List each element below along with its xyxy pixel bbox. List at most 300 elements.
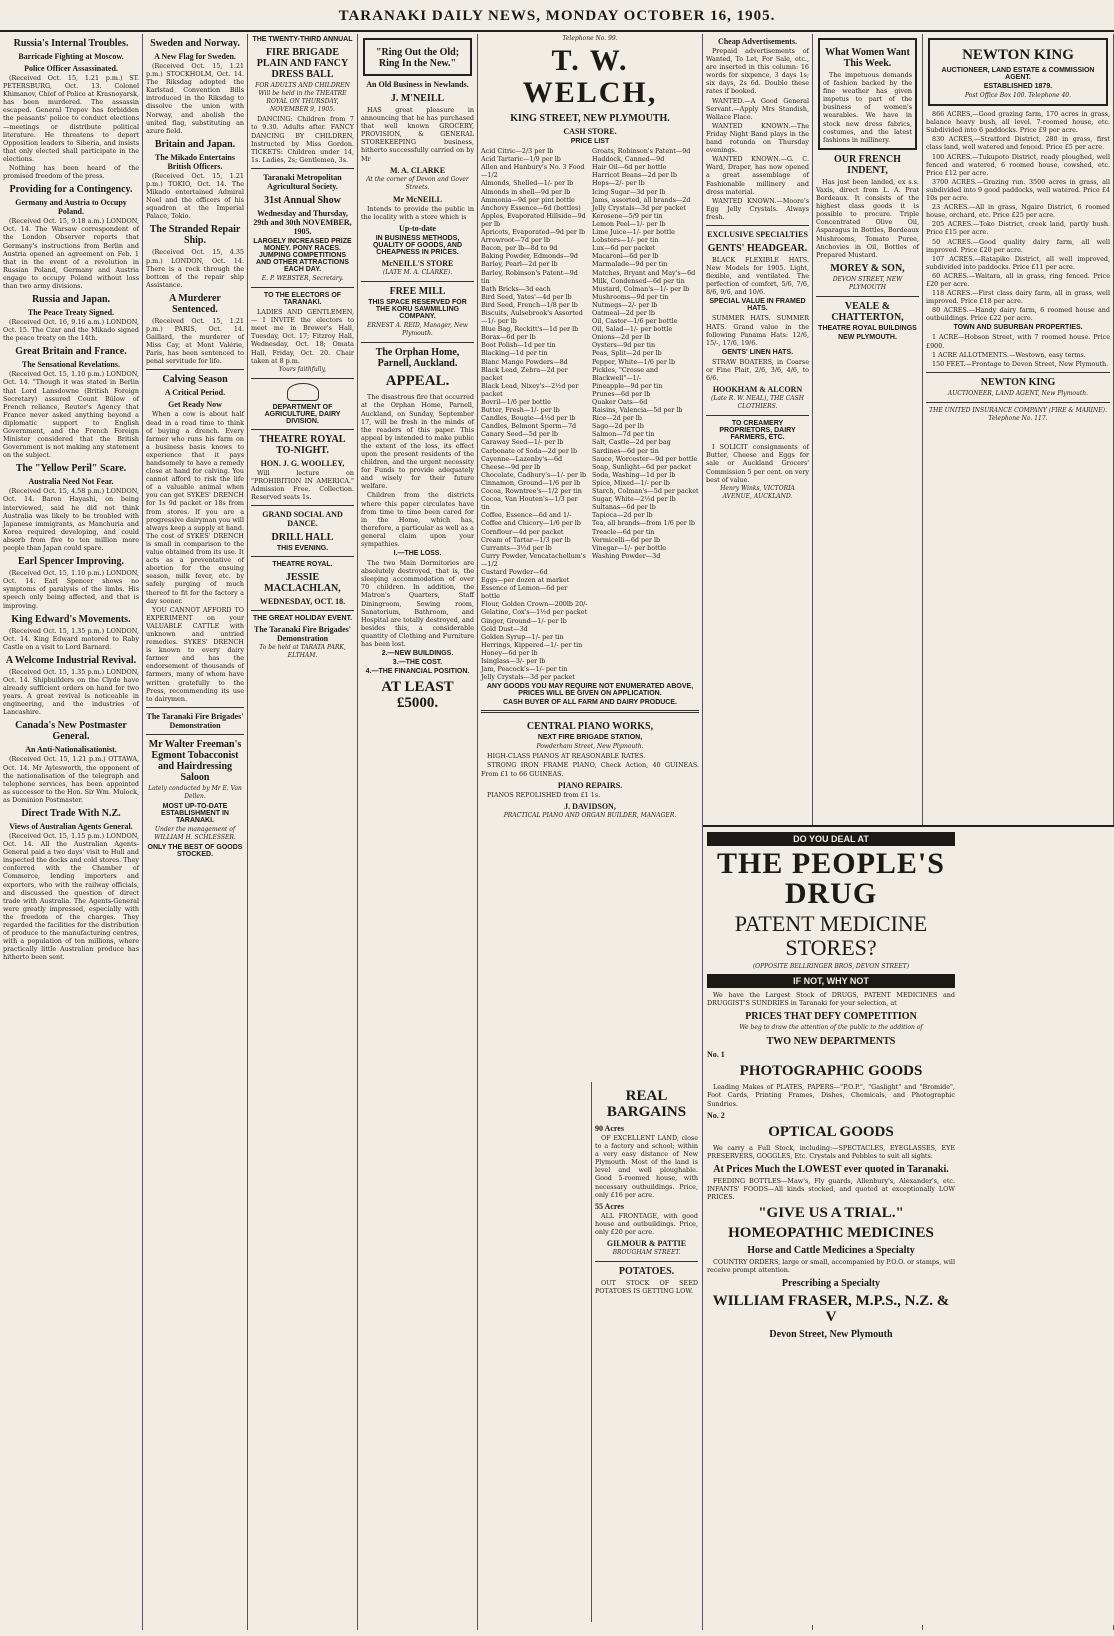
ad-text: We beg to draw the attention of the public to the addition of — [739, 1024, 923, 1032]
ad-text: THIS SPACE RESERVED FOR THE KORU SAWMILLING COMPANY. — [368, 299, 467, 321]
price-list-item: Flour, Golden Crown—200lb 20/- — [481, 600, 588, 609]
ad-text: The impetuous demands of fashion backed by the fine weather has given impetus to part of the business of women's wearables. We have in stock new dress fabrics, costumes, and the latest fashions in millinery. — [823, 71, 912, 144]
ad-text: Under the management of WILLIAM H. SCHLESSER. — [154, 826, 236, 842]
headline: The Stranded Repair Ship. — [149, 224, 241, 247]
price-list-item: Curry Powder, Vencatachellum's—1/2 — [481, 551, 586, 568]
price-list-item: Jelly Crystals—3d per packet — [592, 203, 686, 212]
price-list-item: Hair Oil—6d per bottle — [592, 163, 667, 172]
price-list-item: Sago—2d per lb — [592, 422, 644, 431]
property-listing: 866 ACRES,—Good grazing farm, 170 acres in grass, balance heavy bush, all level. 7-roomed house, etc. Subdivided into 6 paddocks. Price £9 per acre. — [926, 110, 1110, 135]
ad-text: ANY GOODS YOU MAY REQUIRE NOT ENUMERATED ABOVE, PRICES WILL BE GIVEN ON APPLICATION. — [486, 683, 694, 698]
price-list-item: Sugar, White—2½d per lb — [592, 495, 676, 504]
ad-headline: Cheap Advertisements. — [717, 37, 798, 46]
ad-text: GENTS' LINEN HATS. — [721, 348, 794, 356]
price-list-item: Jam, Peacock's—1/- per tin — [481, 665, 568, 674]
article-text: (Received Oct. 15, 1.35 p.m.) LONDON, Oct. 14. King Edward motored to Raby Castle on a visit to Lord Barnard. — [3, 626, 139, 651]
subheadline: The Mikado Entertains British Officers. — [154, 152, 235, 171]
article-text: (Received Oct. 15, 1.21 p.m.) ST. PETERSBURG, Oct. 13. Colonel Khimanov, Chief of Police at Krasnoyarsk, has been murdered. The assassin escaped. General Trepov has forbidden the peasants' police to conduct elections—meetings or distribute political literature. He threatens to deport Opposition leaders to Siberia, and insists that only elected shall participate in the elections. — [3, 74, 139, 163]
price-list-item: Acid Tartaric—1/9 per lb — [481, 155, 561, 164]
headline: Great Britain and France. — [15, 346, 127, 358]
price-list-item: Raisins, Valencia—5d per lb — [592, 406, 683, 415]
price-list-item: Mustard, Colman's—1/- per lb — [592, 284, 690, 293]
price-list-item: Sauce, Worcester—9d per bottle — [592, 454, 698, 463]
price-list-item: Starch, Colman's—5d per packet — [592, 487, 699, 496]
peoples-drug-ad — [703, 825, 1114, 1625]
price-list-item: Blue Bag, Reckitt's—1d per lb — [481, 325, 579, 334]
price-list-item: Quaker Oats—6d — [592, 398, 648, 406]
price-list-item: Gold Dust—3d — [481, 624, 528, 633]
classified: WANTED KNOWN.—The Friday Night Band plays in the band rotunda on Thursday evenings. — [706, 121, 809, 155]
price-list-item: Coffee and Chicory—1/6 per lb — [481, 519, 581, 528]
telephone: Telephone No. 99. — [562, 35, 618, 42]
ad-headline: PIANO REPAIRS. — [557, 780, 623, 790]
article-text: (Received Oct. 15, 1.10 p.m.) LONDON, Oct. 14. "Though it was stated in Berlin that Lord Lansdowne (British Foreign Secretary) assured Count Bülow of French reliance, Reuter's Agency that France never asked anything beyond a diplomatic support to English Government, and the French Foreign Minister considered that the British Government is not making any statement on the subject. — [3, 370, 139, 460]
article-text: (Received Oct. 15, 1.10 p.m.) LONDON, Oct. 14. Earl Spencer shows no symptoms of paralysis of the limbs. His speech only being affected, and that is improving. — [3, 569, 139, 610]
price-list-item: Cocoa, Rowntree's—1/2 per tin — [481, 487, 582, 496]
property-listing: 100 ACRES.—Tukupoto District, ready ploughed, well fenced and watered, 6 roomed house, cowshed, etc. Price £12 per acre. — [926, 152, 1110, 177]
price-list-item: Boot Polish—1d per tin — [481, 341, 556, 350]
property-listing: 150 FEET.—Frontage to Devon Street, New Plymouth. — [932, 359, 1109, 368]
ad-text: PIANOS REPOLISHED from £1 1s. — [487, 790, 601, 799]
ad-headline: No. 2 — [707, 1110, 725, 1120]
article-text: (Received Oct. 15, 1.21 p.m.) STOCKHOLM, Oct. 14. The Riksdag adopted the Karlstad Convention Bills introduced in the Riksdag to dissolve the union with Norway, and abolish the united flag, substituting an azure field. — [146, 62, 244, 135]
ad-headline: DO YOU DEAL AT — [707, 832, 955, 846]
price-list-item: Macaroni—6d per lb — [592, 252, 659, 261]
ad-headline: Prescribing a Specialty — [781, 1278, 881, 1290]
price-list-item: Chocolate, Cadbury's—1/- per lb — [481, 470, 587, 479]
price-list-right — [592, 147, 699, 681]
ad-text: HIGH-CLASS PIANOS AT REASONABLE RATES. — [487, 752, 646, 761]
price-list-item: Icing Sugar—3d per lb — [592, 187, 666, 196]
price-list-item: Sardines—6d per tin — [592, 446, 659, 455]
price-list-item: Peas, Split—2d per lb — [592, 349, 662, 358]
ad-headline: THE PEOPLE'S DRUG — [717, 847, 945, 910]
ad-headline: DEPARTMENT OF AGRICULTURE, DAIRY DIVISION. — [264, 403, 341, 425]
price-list-item: Anchovy Essence—6d (bottles) — [481, 203, 581, 212]
ad-headline: THEATRE ROYAL TO-NIGHT. — [259, 433, 346, 456]
ad-text: Will lecture on "PROHIBITION IN AMERICA." Admission Free. Collection. Reserved seats 1s. — [251, 468, 354, 502]
ad-headline: NEWTON KING — [980, 376, 1056, 388]
classified: WANTED KNOWN.—G. C. Ward, Draper, has now opened a great assemblage of Fashionable millinery and dress material. — [706, 155, 809, 196]
article-text: (Received Oct. 15, 1.21 p.m.) OTTAWA, Oct. 14. Mr Aylesworth, the opponent of the nationalisation of the telegraph and telephone services, has been appointed as successor to the Hon. Sir Wm. Mulock, as Dominion Postmaster. — [3, 755, 139, 804]
article-text: (Received Oct. 15, 1.35 p.m.) LONDON, Oct. 14. Shipbuilders on the Clyde have already sufficient orders on hand for two years. A great revival is noticeable in engineering, and the industries of Lancashire. — [3, 667, 139, 717]
ad-text: At the corner of Devon and Gover Streets. — [366, 175, 469, 191]
newton-king-box — [928, 38, 1108, 106]
ad-headline: HOOKHAM & ALCORN — [712, 385, 803, 395]
ad-text: THIS EVENING. — [276, 545, 329, 553]
ad-text: FEEDING BOTTLES—Maw's, Fly guards, Allenbury's, Alexander's, etc. INFANTS' FOODS—All kinds stocked, and quoted at exceptionally LOW PRICES. — [707, 1176, 955, 1202]
price-list-item: Currants—3½d per lb — [481, 543, 552, 552]
signature: Henry Winks, VICTORIA AVENUE, AUCKLAND. — [720, 484, 795, 500]
price-list-item: Oysters—9d per tin — [592, 341, 656, 350]
subheadline: An Anti-Nationalisationist. — [25, 745, 117, 755]
price-list-item: Cocoa, Van Houten's—1/3 per tin — [481, 495, 578, 512]
subheadline: Views of Australian Agents General. — [9, 822, 133, 831]
subheadline: Australia Need Not Fear. — [28, 477, 114, 487]
price-list-item: Oil, Castor—1/6 per bottle — [592, 317, 678, 326]
price-list-item: Essence of Lemon—6d per bottle — [481, 584, 568, 601]
ad-headline: DRILL HALL — [271, 532, 334, 544]
price-list-item: Pickles, "Crosse and Blackwell"—1/- — [592, 365, 659, 382]
signature: Yours faithfully, — [278, 365, 327, 373]
ad-headline: WEDNESDAY, OCT. 18. — [259, 597, 346, 607]
ad-headline: The Taranaki Fire Brigades' Demonstration — [254, 625, 351, 644]
ad-text: Children from the districts where this paper circulates have from time to time been cared for in the Home, which has, therefore, a particular as well as a general claim upon your sympathies. — [361, 491, 474, 548]
section-heading: 2.—NEW BUILDINGS. — [381, 650, 454, 658]
price-list-item: Candles, Bougie—4½d per lb — [481, 414, 576, 423]
price-list-item: Tea, all brands—from 1/6 per lb — [592, 519, 695, 528]
ad-text: The two Main Dormitories are absolutely destroyed, that is, the sleeping accommodation of over 70 children. In addition, the Matron's Quarters, Staff Diningroom, Sewing room, Sanatorium, Bathroom, and Hospital are totally destroyed, and besides this, a considerable quantity of Clothing and Furniture has been lost. — [361, 559, 474, 649]
price-list-item: Oatmeal—2d per lb — [592, 308, 655, 317]
article-text: (Received Oct. 15, 1.21 p.m.) TOKIO, Oct. 14. The Mikado entertained Admiral Noel and the officers of his squadron at the Imperial Palace, Tokio. — [146, 171, 244, 221]
price-list-item: Almonds in shell—9d per lb — [481, 187, 571, 196]
price-list-item: Vermicelli—6d per lb — [592, 535, 661, 544]
price-list-item: Bird Seed, French—1/8 per lb — [481, 300, 578, 309]
price-list-item: Blanc Mange Powders—8d — [481, 357, 568, 366]
ad-headline: APPEAL. — [385, 373, 450, 390]
ad-headline: Devon Street, New Plymouth — [769, 1329, 893, 1341]
property-listing: 60 ACRES.—Waitara, all in grass, ring fenced. Price £20 per acre. — [926, 271, 1110, 288]
price-list-item: Baking Powder, Edmonds—9d — [481, 252, 579, 261]
headline: Providing for a Contingency. — [9, 184, 133, 196]
property-listing: 107 ACRES.—Ratapiko District, all well improved, subdivided into paddocks. Price £11 per acre. — [926, 254, 1110, 271]
ad-headline: No. 1 — [707, 1050, 725, 1060]
price-list-item: Rice—2d per lb — [592, 414, 642, 423]
subheadline: Germany and Austria to Occupy Poland. — [15, 198, 127, 217]
price-list-item: Onions—2d per lb — [592, 333, 651, 342]
ad-text: Lately conducted by Mr E. Van Dellen. — [148, 784, 242, 800]
property-listing: 118 ACRES.—First class dairy farm, all in grass, well improved. Price £18 per acre. — [926, 289, 1110, 306]
ad-headline: PHOTOGRAPHIC GOODS — [739, 1063, 923, 1080]
price-list-item: Haddock, Canned—9d — [592, 155, 665, 164]
ad-headline: EXCLUSIVE SPECIALTIES — [707, 229, 808, 239]
price-list-item: Salt, Castle—2d per bag — [592, 438, 671, 447]
price-list-item: Cream of Tartar—1/3 per lb — [481, 535, 571, 544]
ad-headline: 31st Annual Show — [264, 194, 341, 206]
price-list-item: Mushrooms—9d per tin — [592, 292, 669, 301]
ad-headline: T. W. WELCH, — [522, 44, 658, 110]
ad-subheadline: Get Ready Now — [168, 400, 222, 410]
ad-text: MOST UP-TO-DATE ESTABLISHMENT IN TARANAKI. — [161, 803, 229, 824]
ad-text: DEVON STREET, NEW PLYMOUTH — [832, 275, 903, 291]
ad-headline: PRICES THAT DEFY COMPETITION — [745, 1011, 917, 1023]
subheadline: A New Flag for Sweden. — [154, 52, 236, 61]
price-list-item: Spice, Mixed—1/- per lb — [592, 478, 670, 487]
price-list-item: Prunes—6d per lb — [592, 389, 651, 398]
property-listing: 1 ACRE—Hobson Street, with 7 roomed house. Price £900. — [926, 333, 1110, 350]
classified: WANTED KNOWN.—Moore's Egg Jelly Crystals. Always fresh. — [706, 196, 809, 221]
price-list-item: Jelly Crystals—3d per packet — [481, 673, 575, 682]
price-list-item: Lime Juice—1/- per bottle — [592, 228, 675, 237]
ad-headline: IF NOT, WHY NOT — [707, 974, 955, 988]
price-list-item: Lux—6d per packet — [592, 244, 656, 253]
ad-text: SUMMER HATS. SUMMER HATS. Grand value in the following Panama Hats: 12/6, 15/-, 17/6, 19/6. — [706, 314, 809, 347]
ad-text: AUCTIONEER, LAND AGENT, New Plymouth. — [947, 389, 1089, 397]
price-list-item: Borax—6d per lb — [481, 333, 536, 342]
price-list-item: Tapioca—2d per lb — [592, 511, 653, 520]
ad-text: LARGELY INCREASED PRIZE MONEY. PONY RACES. JUMPING COMPETITIONS AND OTHER ATTRACTIONS EACH DAY. — [253, 237, 352, 273]
price-list-item: Barley, Pearl—2d per lb — [481, 260, 558, 269]
ad-headline: MOREY & SON, — [830, 262, 905, 274]
ad-text: ONLY THE BEST OF GOODS STOCKED. — [147, 844, 243, 859]
ad-text: Intends to provide the public in the locality with a store which is — [361, 204, 474, 221]
ad-headline: J. DAVIDSON, — [564, 801, 616, 811]
property-listing: 205 ACRES.—Toko District, creek land, partly bush. Price £15 per acre. — [926, 220, 1110, 237]
ad-text: Has just been landed, ex s.s. Vaxis, direct from L. A. Prat Bordeaux. It consists of the highest class goods it is possible to procure. Triple Concentrated Olive Oil, Asparagus in Bottles, Bordeaux Mushrooms, Tomato Puree, Anchovies in Oil, Bottles of Prepared Mustard. — [816, 177, 919, 259]
headline: Russia and Japan. — [31, 294, 111, 306]
ad-headline: GENTS' HEADGEAR. — [707, 242, 808, 254]
ad-headline: The Orphan Home, Parnell, Auckland. — [375, 347, 460, 370]
ad-headline: JESSIE MACLACHLAN, — [264, 572, 341, 595]
price-list-item: Washing Powder—3d — [592, 551, 661, 560]
headline: King Edward's Movements. — [11, 613, 131, 625]
article-text: (Received Oct. 15, 1.15 p.m.) LONDON, Oct. 14. All the Australian Agents-General paid a two days' visit to Hull and inspected the docks and cold stores. They conferred with the Chamber of Commerce, lending importers and exporters, who with the railway officials, and discussed the question of direct trade with Australia. The Agents-General were greatly impressed, especially with the freedom of the charges. They regarded the facilities for the distribution of produce to the manufacturing centres, with a population of ten millions, where practically little Australian produce has hitherto been sent. — [3, 832, 139, 962]
ad-text: SPECIAL VALUE IN FRAMED HATS. — [709, 298, 806, 313]
price-list-item: Bovril—1/6 per bottle — [481, 398, 551, 406]
price-list-item: Salmon—7d per tin — [592, 430, 655, 439]
price-list-item: Nutmegs—2/- per lb — [592, 300, 658, 309]
ad-headline: THEATRE ROYAL. — [272, 561, 333, 569]
ad-headline: The Taranaki Fire Brigades' Demonstration — [146, 711, 244, 730]
article-text: (Received Oct. 15, 4.35 p.m.) LONDON, Oct. 14. There is a rock through the bottom of the repair ship Assistance. — [146, 248, 244, 289]
ad-text: DANCING: Children from 7 to 9.30. Adults after. FANCY DANCING BY CHILDREN, Instructed by Miss Gordon. TICKETS: Children under 14, 1s. Ladies, 2s; Gentlemen, 3s. — [251, 115, 354, 164]
ad-headline: AT LEAST £5000. — [381, 679, 454, 712]
ad-text: COUNTRY ORDERS, large or small, accompanied by P.O.O. or stamps, will receive prompt attention. — [707, 1258, 955, 1275]
price-list-item: Apricots, Evaporated—9d per lb — [481, 228, 586, 237]
price-list-item: Caraway Seed—1/- per lb — [481, 438, 564, 447]
subheadline: The Sensational Revelations. — [21, 360, 120, 370]
property-listing: 830 ACRES,—Stratford District, 280 in grass, first class land, well watered and fenced. Price £5 per acre. — [926, 135, 1110, 152]
price-list-item: Cheese—9d per lb — [481, 462, 541, 471]
signature: ERNEST A. REID, Manager, New Plymouth. — [367, 322, 468, 338]
ad-text: Post Office Box 100. Telephone 40. — [964, 92, 1072, 99]
price-list-item: Honey—6d per lb — [481, 648, 538, 657]
ad-headline: HON. J. G. WOOLLEY, — [260, 458, 345, 468]
ad-headline: FIRE BRIGADE PLAIN AND FANCY DRESS BALL — [256, 47, 349, 80]
price-list-item: Lobsters—1/- per tin — [592, 236, 659, 245]
ad-headline: At Prices Much the LOWEST ever quoted in Taranaki. — [713, 1163, 949, 1175]
price-list-item: Herrings, Kippered—1/- per tin — [481, 640, 583, 649]
price-list-item: Bird Seed, Yates'—4d per lb — [481, 292, 572, 301]
price-list-item: Isinglass—3/- per lb — [481, 657, 546, 665]
ad-headline: Calving Season — [162, 374, 228, 386]
price-list-item: Cinnamon, Ground—1/6 per lb — [481, 478, 581, 487]
ad-text: THE TWENTY-THIRD ANNUAL — [252, 36, 353, 43]
ad-headline: Mr McNEILL — [393, 194, 442, 204]
article-text: (Received Oct. 15, 9.18 a.m.) LONDON, Oct. 14. The Warsaw correspondent of the London Observer reports that Germany's instructions from Berlin and Austria opened an agreement on Feb. 1 that in the event of a revolution in Russian Poland, Germany and Austria engage to occupy Poland without loss than two army divisions. — [3, 217, 139, 290]
price-list-item: Treacle—6d per tin — [592, 527, 655, 536]
price-list-item: Marmalade—9d per tin — [592, 260, 668, 269]
price-list-item: Ginger, Ground—1/- per lb — [481, 616, 567, 625]
ad-text: I SOLICIT consignments of Butter, Cheese and Eggs for sale or Auckland Grocers' Commission 5 per cent. on very best of value. — [706, 443, 809, 484]
price-list-item: Pepper, White—1/6 per lb — [592, 357, 676, 366]
column-news-1 — [0, 34, 143, 1630]
ad-headline: NEWTON KING — [962, 47, 1074, 63]
ad-text: (OPPOSITE BELLRINGER BROS, DEVON STREET) — [752, 963, 910, 970]
headline: Earl Spencer Improving. — [17, 556, 125, 568]
ad-text: (LATE M. A. CLARKE). — [382, 269, 453, 277]
price-list-item: Custard Powder—6d — [481, 567, 548, 576]
ad-text: NEXT FIRE BRIGADE STATION, — [537, 734, 643, 742]
ad-headline: 90 Acres — [595, 1124, 624, 1133]
ad-headline: TWO NEW DEPARTMENTS — [766, 1036, 896, 1048]
price-list-item: Allen and Hanbury's No. 3 Food—1/2 — [481, 163, 585, 180]
ad-headline: 55 Acres — [595, 1201, 624, 1211]
ad-text: STRAW BOATERS, in Coarse or Fine Plait, 2/6, 3/6, 4/6, to 6/6. — [706, 357, 809, 382]
price-list-item: Carbonate of Soda—2d per lb — [481, 446, 578, 455]
ad-text: (Late R. W. NEAL), THE CASH CLOTHIERS. — [711, 395, 804, 411]
ad-headline: OPTICAL GOODS — [768, 1123, 894, 1140]
property-listing: 23 ACRES.—All in grass, Ngaire District, 6 roomed house, orchard, etc. Price £25 per acre. — [926, 203, 1110, 220]
classified: WANTED.—A Good General Servant.—Apply Mrs Standish, Wallace Place. — [706, 96, 809, 121]
ad-text: PRACTICAL PIANO AND ORGAN BUILDER, MANAGER. — [503, 811, 677, 819]
ad-text: LADIES AND GENTLEMEN,— I INVITE the electors to meet me in Brewer's Hall, Tuesday, Oct. 17; Fitzroy Hall, Wednesday, Oct. 18; Omata Hall, Friday, Oct. 20. Chair taken at 8 p.m. — [251, 308, 354, 365]
column-ads-3 — [248, 34, 358, 1630]
subheadline: The Peace Treaty Signed. — [27, 308, 115, 318]
price-list-item: Canary Seed—5d per lb — [481, 430, 559, 439]
price-list-item: Ammonia—9d per pint bottle — [481, 195, 575, 204]
price-list-item: Lemon Peel—1/- per lb — [592, 219, 666, 228]
price-list-item: Oil, Salad—1/- per bottle — [592, 325, 673, 334]
ad-headline: "GIVE US A TRIAL." — [758, 1205, 904, 1222]
real-bargains-ad — [591, 1082, 701, 1622]
price-list-item: Soda, Washing—1d per lb — [592, 470, 676, 479]
ad-text: Prepaid advertisements of Wanted, To Let, For Sale, etc., are inserted in this column: 16 words for sixpence, 3 days 1s; six days, 2s 6d. Double these rates if booked. — [706, 47, 809, 96]
price-list-item: Sultanas—6d per lb — [592, 503, 656, 512]
property-listing: 50 ACRES.—Good quality dairy farm, all well improved. Price £20 per acre. — [926, 237, 1110, 254]
ad-headline: "Ring Out the Old; Ring In the New." — [375, 47, 460, 69]
price-list-item: Jams, assorted, all brands—2d — [592, 195, 691, 204]
coat-of-arms-icon — [287, 383, 319, 401]
ad-text: YOU CANNOT AFFORD TO EXPERIMENT on your VALUABLE CATTLE with unknown and untried remedies. SYKES' DRENCH is known to every dairy farmer and has the endorsement of thousands of farmers, many of whom have written gratefully to the Press, recommending its use to dairymen. — [146, 605, 244, 703]
ad-text: Powderham Street, New Plymouth. — [536, 743, 644, 751]
ad-headline: CENTRAL PIANO WORKS, — [526, 721, 654, 733]
price-list-item: Barley, Robinson's Patent—9d tin — [481, 268, 578, 285]
property-listing: 1 ACRE ALLOTMENTS.—Westown, easy terms. — [932, 350, 1086, 359]
ad-headline: GILMOUR & PATTIE — [606, 1239, 687, 1249]
ad-text: CASH BUYER OF ALL FARM AND DAIRY PRODUCE. — [503, 699, 677, 707]
section-heading: 3.—THE COST. — [392, 659, 443, 667]
price-list-item: Cayenne—Lazenby's—6d — [481, 454, 563, 463]
price-list-item: Hops—2/- per lb — [592, 179, 645, 188]
ad-text: We have the Largest Stock of DRUGS, PATENT MEDICINES and DRUGGIST'S SUNDRIES in Taranaki for your selection, at — [707, 991, 955, 1008]
price-list-item: Groats, Robinson's Patent—9d — [592, 147, 691, 156]
article-text: Nothing has been heard of the promised freedom of the press. — [3, 164, 139, 181]
price-list-item: Candles, Belmont Sperm—7d — [481, 422, 577, 431]
price-list-item: Butter, Fresh—1/- per lb — [481, 406, 560, 415]
headline: Russia's Internal Troubles. — [13, 38, 129, 49]
column-news-2 — [143, 34, 248, 1630]
headline: A Murderer Sentenced. — [169, 292, 221, 315]
ad-headline: POTATOES. — [618, 1266, 675, 1278]
what-women-want-box — [818, 38, 917, 150]
price-list-item: Black Lead, Nixey's—2½d per packet — [481, 381, 579, 398]
ad-headline: Taranaki Metropolitan Agricultural Society. — [263, 172, 342, 191]
ad-headline: REAL BARGAINS — [606, 1088, 687, 1120]
ad-headline: McNEILL'S STORE — [381, 259, 454, 269]
ad-text: IN BUSINESS METHODS, QUALITY OF GOODS, AND CHEAPNESS IN PRICES. — [372, 235, 463, 257]
subheadline: Barricade Fighting at Moscow. — [18, 52, 124, 61]
headline: Direct Trade With N.Z. — [21, 808, 121, 819]
ring-out-box — [363, 38, 472, 76]
ad-headline: PRICE LIST — [570, 138, 610, 146]
ad-headline: PATENT MEDICINE STORES? — [734, 911, 928, 960]
ad-headline: VEALE & CHATTERTON, — [831, 300, 904, 323]
ad-text: NEW PLYMOUTH. — [838, 333, 897, 341]
ad-headline: Horse and Cattle Medicines a Specialty — [747, 1245, 915, 1257]
column-ads-4 — [358, 34, 478, 1630]
price-list-item: Soap, Sunlight—6d per packet — [592, 462, 691, 471]
price-list-item: Almonds, Shelled—1/- per lb — [481, 179, 574, 188]
price-list-item: Milk, Condensed—6d per tin — [592, 276, 685, 285]
property-listing: 3700 ACRES.—Grazing run. 3500 acres in grass, all subdivided into 9 good paddocks, well watered. Price £4 10s per acre. — [926, 177, 1110, 203]
ad-text: THEATRE ROYAL BUILDINGS — [818, 324, 917, 332]
price-list-item: Kerosene—5/9 per tin — [592, 211, 663, 220]
ad-text: THE UNITED INSURANCE COMPANY (FIRE & MARINE). Telephone No. 117. — [929, 406, 1107, 422]
ad-text: The disastrous fire that occurred at the Orphan Home, Parnell, Auckland, on Sunday, September 17, will be fresh in the minds of the readers of this paper. This appeal by intended to make public the extent of the loss, its effect upon the present residents of the children, and the urgent necessity for Funds to provide adequately and wisely for their future welfare. — [361, 393, 474, 491]
ad-headline: THE GREAT HOLIDAY EVENT. — [252, 615, 353, 623]
ad-text: BLACK FLEXIBLE HATS. New Models for 1905. Light, flexible, and ventilated. The perfection of comfort, 5/6, 7/6, 8/6, 9/6, and 10/6. — [706, 255, 809, 297]
ad-headline: Mr Walter Freeman's Egmont Tobacconist and Hairdressing Saloon — [148, 738, 242, 783]
ad-headline: What Women Want This Week. — [825, 47, 910, 69]
ad-headline: OUR FRENCH INDENT, — [834, 153, 901, 176]
ad-headline: Up-to-date — [399, 224, 436, 234]
ad-text: ALL FRONTAGE, with good house and outbuildings. Price, only £20 per acre. — [595, 1211, 698, 1236]
ad-headline: TO CREAMERY PROPRIETORS, DAIRY FARMERS, ETC. — [719, 420, 796, 442]
article-text: (Received Oct. 16, 9.16 a.m.) LONDON, Oct. 15. The Czar and the Mikado signed the peace treaty on the 14th. — [3, 318, 139, 343]
ad-text: To be held at TARATA PARK, ELTHAM. — [259, 644, 346, 660]
headline: Britain and Japan. — [154, 138, 236, 150]
price-list-item: Apples, Evaporated Hillside—9d per lb — [481, 211, 586, 228]
ad-text: OF EXCELLENT LAND, close to a factory and school; within a very easy distance of New Plymouth. Most of the land is level and well ploughable. Good 5-roomed house, with necessary outbuildings. Price, only £16 per acre. — [595, 1134, 698, 1199]
price-list-item: Biscuits, Aulsebrook's Assorted—1/- per lb — [481, 308, 583, 326]
ad-headline: HOMEOPATHIC MEDICINES — [728, 1225, 934, 1242]
price-list-item: Black Lead, Zebra—2d per packet — [481, 365, 568, 382]
ad-headline: J. M'NEILL — [390, 93, 445, 104]
headline: The "Yellow Peril" Scare. — [15, 463, 127, 475]
ad-headline: TO THE ELECTORS OF TARANAKI. — [263, 292, 342, 307]
price-list-item: Blacking—1d per tin — [481, 349, 548, 358]
article-text: (Received Oct. 15, 1.21 p.m.) PARIS, Oct. 14. Gaillard, the murderer of Miss Cay, at Mont Valérie, Paris, has been sentenced to penal servitude for life. — [146, 316, 244, 366]
ad-text: BROUGHAM STREET. — [612, 1249, 681, 1257]
section-heading: I.—THE LOSS. — [393, 550, 442, 558]
section-heading: TOWN AND SUBURBAN PROPERTIES. — [953, 324, 1083, 332]
signature: E. P. WEBSTER, Secretary. — [261, 274, 344, 282]
ad-text: AUCTIONEER, LAND ESTATE & COMMISSION AGENT. — [941, 67, 1095, 81]
headline: Sweden and Norway. — [150, 38, 240, 49]
price-list-item: Bath Bricks—3d each — [481, 284, 551, 293]
ad-headline: An Old Business in Newlands. — [366, 80, 469, 89]
subheadline: Police Officer Assassinated. — [24, 64, 118, 73]
price-list-item: Eggs—per dozen at market — [481, 576, 570, 585]
price-list-item: Bacon, per lb—8d to 9d — [481, 244, 558, 253]
article-text: (Received Oct. 15, 4.58 p.m.) LONDON, Oct. 14. Baron Hayashi, on being interviewed, said he did not think Australia was likely to be troubled with Japanese immigrants, as Manchuria and Korea required developing, and could absorb from five to ten million more people than Japan could spare. — [3, 487, 139, 553]
price-list-left — [481, 147, 588, 681]
ad-headline: WILLIAM FRASER, M.P.S., N.Z. & V — [712, 1293, 950, 1326]
ad-text: Leading Makes of PLATES, PAPERS—"P.O.P.", "Gaslight" and "Bromide", Foot Cards, Printing Frames, Dishes, Chemicals, and Photographic Sundries. — [707, 1083, 955, 1108]
section-heading: 4.—THE FINANCIAL POSITION. — [365, 668, 470, 676]
property-listing: 80 ACRES.—Handy dairy farm, 6 roomed house and outbuildings. Price £22 per acre. — [926, 306, 1110, 323]
ad-headline: CASH STORE. — [563, 127, 617, 137]
ad-subheadline: A Critical Period. — [164, 388, 226, 398]
price-list-item: Golden Syrup—1/- per tin — [481, 632, 564, 641]
masthead: TARANAKI DAILY NEWS, MONDAY OCTOBER 16, 1905. — [0, 0, 1114, 32]
price-list-item: Matches, Bryant and May's—6d — [592, 268, 696, 277]
ad-headline: GRAND SOCIAL AND DANCE. — [262, 510, 343, 529]
ad-headline: KING STREET, NEW PLYMOUTH. — [510, 113, 670, 125]
ad-text: FOR ADULTS AND CHILDREN Will be held in the THEATRE ROYAL ON THURSDAY, NOVEMBER 9, 1905. — [255, 82, 350, 114]
price-list-item: Pineapple—9d per tin — [592, 381, 663, 390]
